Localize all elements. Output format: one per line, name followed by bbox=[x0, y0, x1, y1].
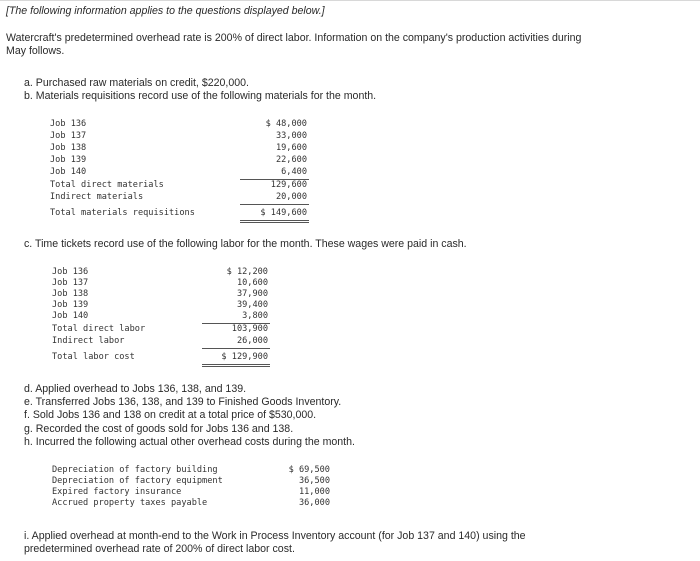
item-h: h. Incurred the following actual other overhead costs during the month. bbox=[24, 436, 355, 448]
materials-label-indirect: Indirect materials bbox=[50, 192, 144, 202]
labor-label-job-140: Job 140 bbox=[52, 311, 89, 321]
labor-amount-total-direct: 103,900 bbox=[231, 324, 268, 334]
item-e: e. Transferred Jobs 136, 138, and 139 to Finished Goods Inventory. bbox=[24, 396, 342, 408]
overhead-amount-property-taxes: 36,000 bbox=[298, 498, 330, 508]
materials-label-total-direct: Total direct materials bbox=[50, 180, 164, 190]
item-i-line-2: predetermined overhead rate of 200% of direct labor cost. bbox=[24, 543, 295, 555]
materials-amount-job-136: $ 48,000 bbox=[265, 119, 307, 129]
labor-amount-indirect: 26,000 bbox=[236, 336, 268, 346]
intro-line-1: Watercraft's predetermined overhead rate is 200% of direct labor. Information on the company's production activities during bbox=[6, 32, 582, 44]
labor-label-indirect: Indirect labor bbox=[52, 336, 125, 346]
materials-label-job-139: Job 139 bbox=[50, 155, 87, 165]
labor-amount-job-139: 39,400 bbox=[236, 300, 268, 310]
item-b: b. Materials requisitions record use of the following materials for the month. bbox=[24, 90, 377, 102]
labor-table bbox=[52, 266, 282, 376]
labor-amount-job-137: 10,600 bbox=[236, 278, 268, 288]
top-border bbox=[0, 0, 700, 1]
materials-label-job-137: Job 137 bbox=[50, 131, 87, 141]
materials-amount-job-140: 6,400 bbox=[281, 167, 307, 177]
labor-double-rule-2 bbox=[202, 366, 270, 367]
labor-total-rule bbox=[202, 348, 270, 349]
labor-amount-job-140: 3,800 bbox=[242, 311, 268, 321]
materials-label-job-140: Job 140 bbox=[50, 167, 87, 177]
labor-amount-job-136: $ 12,200 bbox=[226, 267, 268, 277]
materials-double-rule-2 bbox=[240, 222, 309, 223]
overhead-amount-equipment: 36,500 bbox=[298, 476, 330, 486]
overhead-amount-insurance: 11,000 bbox=[298, 487, 330, 497]
item-c: c. Time tickets record use of the following labor for the month. These wages were paid in cash. bbox=[24, 238, 467, 250]
materials-double-rule-1 bbox=[240, 220, 309, 221]
overhead-amount-building: $ 69,500 bbox=[288, 465, 330, 475]
overhead-label-building: Depreciation of factory building bbox=[52, 465, 218, 475]
materials-amount-total: $ 149,600 bbox=[260, 208, 307, 218]
intro-line-2: May follows. bbox=[6, 45, 65, 57]
item-a: a. Purchased raw materials on credit, $220,000. bbox=[24, 77, 249, 89]
labor-label-total-direct: Total direct labor bbox=[52, 324, 146, 334]
labor-double-rule-1 bbox=[202, 364, 270, 365]
item-d: d. Applied overhead to Jobs 136, 138, and 139. bbox=[24, 383, 247, 395]
materials-amount-total-direct: 129,600 bbox=[270, 180, 307, 190]
overhead-label-property-taxes: Accrued property taxes payable bbox=[52, 498, 208, 508]
materials-table bbox=[50, 118, 320, 228]
overhead-label-insurance: Expired factory insurance bbox=[52, 487, 182, 497]
materials-amount-indirect: 20,000 bbox=[275, 192, 307, 202]
labor-amount-total: $ 129,900 bbox=[221, 352, 268, 362]
materials-amount-job-138: 19,600 bbox=[275, 143, 307, 153]
materials-amount-job-139: 22,600 bbox=[275, 155, 307, 165]
materials-label-job-136: Job 136 bbox=[50, 119, 87, 129]
materials-label-job-138: Job 138 bbox=[50, 143, 87, 153]
materials-amount-job-137: 33,000 bbox=[275, 131, 307, 141]
item-i-line-1: i. Applied overhead at month-end to the Work in Process Inventory account (for Job 137 and 140) using the bbox=[24, 530, 526, 542]
labor-label-job-139: Job 139 bbox=[52, 300, 89, 310]
overhead-table bbox=[52, 464, 342, 514]
item-g: g. Recorded the cost of goods sold for Jobs 136 and 138. bbox=[24, 423, 294, 435]
materials-label-total: Total materials requisitions bbox=[50, 208, 195, 218]
labor-amount-job-138: 37,900 bbox=[236, 289, 268, 299]
labor-label-job-137: Job 137 bbox=[52, 278, 89, 288]
item-f: f. Sold Jobs 136 and 138 on credit at a total price of $530,000. bbox=[24, 409, 317, 421]
header-note: [The following information applies to the questions displayed below.] bbox=[6, 5, 325, 17]
labor-label-total: Total labor cost bbox=[52, 352, 135, 362]
overhead-label-equipment: Depreciation of factory equipment bbox=[52, 476, 223, 486]
labor-label-job-138: Job 138 bbox=[52, 289, 89, 299]
labor-label-job-136: Job 136 bbox=[52, 267, 89, 277]
materials-total-rule bbox=[240, 204, 309, 205]
